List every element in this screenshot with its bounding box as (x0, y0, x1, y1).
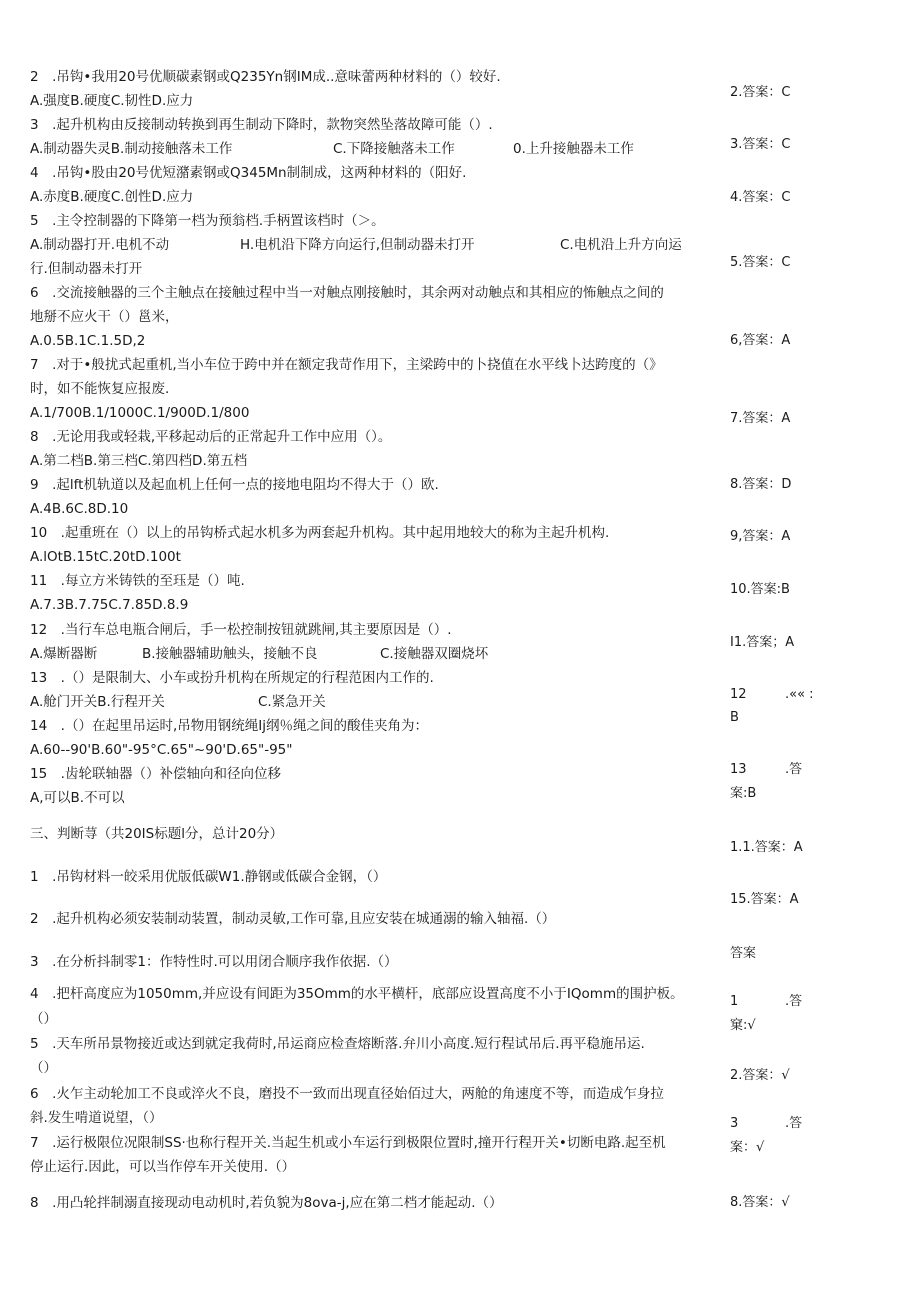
options-6: A.0.5B.1C.1.5D,2 (30, 333, 146, 349)
options-2: A.强度B.硬度C.韧性D.应力 (30, 93, 194, 109)
option-5-c: C.电机沿上升方向运 (560, 237, 682, 253)
options-14: A.60--90'B.60"-95°C.65"~90'D.65"-95" (30, 742, 293, 758)
question-14: 14 .（）在起里吊运时,吊物用钢统绳Ij纲％绳之间的酸佳夹角为： (30, 718, 428, 734)
question-3: 3 .起升机构由反接制动转换到再生制动下降时，款物突然坠落故障可能（）. (30, 117, 493, 133)
answer-13-value: 案:B (730, 786, 757, 801)
judge-answer-3-num: 3 (730, 1116, 739, 1131)
judge-answer-heading: 答案 (730, 946, 757, 961)
options-15: A,可以B.不可以 (30, 790, 125, 806)
answer-9: 9,答案：A (730, 529, 791, 544)
judge-5: 5 .天车所吊景物接近或达到就定我荷时,吊运商应检查熔断落.弁川小高度.短行程试吊后.再平稳施吊运. (30, 1036, 645, 1052)
judge-answer-3-value: 案：√ (730, 1140, 765, 1155)
question-4: 4 .吊钩•股由20号优短潴素钢或Q345Mn制制成，这两种材料的（阳好. (30, 165, 467, 181)
option-3-d: 0.上升接触器未工作 (513, 141, 634, 157)
answer-5: 5.答案：C (730, 255, 791, 270)
option-5-b: H.电机沿下降方向运行,但制动器未打开 (240, 237, 475, 253)
section-3-title: 三、判断荨（共20IS标题l分，总计20分） (30, 826, 284, 842)
question-9: 9 .起lft机轨道以及起血机上任何一点的接地电阻均不得大于（）欧. (30, 477, 439, 493)
answer-12-num: 12 (730, 687, 747, 702)
judge-8: 8 .用凸轮拌制溺直接现动电动机时,若负貌为8ova-j,应在第二档才能起动.（） (30, 1195, 503, 1211)
question-11: 11 .每立方米铸铁的至珏是（）吨. (30, 573, 245, 589)
answer-12-label: .«« : (785, 687, 814, 702)
options-4: A.赤度B.硬度C.创性D.应力 (30, 189, 194, 205)
question-8: 8 .无论用我或轻栽,平移起动后的正常起升工作中应用（）。 (30, 429, 392, 445)
option-3-c: C.下降接触落未工作 (333, 141, 455, 157)
question-6: 6 .交流接触器的三个主触点在接触过程中当一对触点刚接触时，其余两对动触点和其相应的怖触点之间的 (30, 285, 664, 301)
question-7-cont: 时，如不能恢复应报废. (30, 381, 170, 397)
answer-11: I1.答案；A (730, 635, 795, 650)
judge-4: 4 .把杆高度应为1050mm,并应设有间距为35Omm的水平横杆，底部应设置高度不小于IQomm的围护板。 (30, 986, 684, 1002)
question-5: 5 .主令控制器的下降第一档为预翁档.手柄置该档时（＞。 (30, 213, 385, 229)
option-5-c-cont: 行.但制动器未打开 (30, 261, 143, 277)
judge-answer-2: 2.答案：√ (730, 1068, 790, 1083)
judge-answer-3-label: .答 (785, 1116, 803, 1131)
option-13-ab: A.舱门开关B.行程开关 (30, 694, 165, 710)
question-2: 2 .吊钩•我用20号优顺碳素钢或Q235Yn钢IM成..意味蕾两种材料的（）较好. (30, 69, 501, 85)
judge-answer-8: 8.答案：√ (730, 1195, 790, 1210)
answer-7: 7.答案：A (730, 411, 791, 426)
question-15: 15 .齿轮联轴器（）补偿轴向和径向位移 (30, 766, 281, 782)
judge-2: 2 .起升机构必须安装制动装置，制动灵敏,工作可靠,且应安装在城通溺的输入轴福.（） (30, 911, 556, 927)
question-6-cont: 地掰不应火干（）邕米， (30, 309, 179, 325)
judge-7: 7 .运行极限位况限制SS·也称行程开关.当起生机或小车运行到极限位置时,撞开行程开关•切断电路.起至机 (30, 1135, 666, 1151)
answer-6: 6,答案：A (730, 333, 791, 348)
answer-13-label: .答 (785, 762, 803, 777)
option-5-a: A.制动器打开.电机不动 (30, 237, 170, 253)
answer-3: 3.答案：C (730, 137, 791, 152)
judge-1: 1 .吊钩材料一皎采用优版低碳W1.静钢或低碳合金钢，（） (30, 869, 387, 885)
judge-6-cont: 斜.发生啃道说望，（） (30, 1110, 163, 1126)
judge-answer-1-value: 窠:√ (730, 1018, 756, 1033)
answer-12-value: B (730, 710, 739, 725)
judge-4-cont: （） (30, 1011, 57, 1027)
options-11: A.7.3B.7.75C.7.85D.8.9 (30, 597, 189, 613)
answer-2: 2.答案：C (730, 85, 791, 100)
judge-answer-1-label: .答 (785, 994, 803, 1009)
option-12-a: A.爆断器断 (30, 646, 98, 662)
answer-10: 10.答案:B (730, 582, 790, 597)
options-7: A.1/700B.1/1000C.1/900D.1/800 (30, 405, 250, 421)
options-9: A.4B.6C.8D.10 (30, 501, 129, 517)
answer-15: 15.答案：A (730, 892, 799, 907)
judge-answer-1-num: 1 (730, 994, 739, 1009)
judge-6: 6 .火乍主动轮加工不良或淬火不良，磨投不一致而出现直径始佰过大，两舱的角速度不等，而造成乍身拉 (30, 1086, 664, 1102)
question-12: 12 .当行车总电瓶合闸后，手一松控制按钮就跳闸,其主要原因是（）. (30, 622, 452, 638)
judge-3: 3 .在分析抖制零1：作特性时.可以用闭合顺序我作依据.（） (30, 954, 398, 970)
question-7: 7 .对于•般扰式起重机,当小车位于跨中并在额定我苛作用下，主梁跨中的卜挠值在水平线卜达跨度的（》 (30, 357, 663, 373)
options-8: A.第二档B.第三档C.第四档D.第五档 (30, 453, 248, 469)
options-10: A.lOtB.15tC.20tD.100t (30, 549, 181, 565)
option-12-c: C.接触器双圈烧坏 (380, 646, 489, 662)
option-3-ab: A.制动器失灵B.制动接触落未工作 (30, 141, 233, 157)
judge-7-cont: 停止运行.因此，可以当作停车开关使用.（） (30, 1159, 296, 1175)
option-12-b: B.接触器辅助触头，接触不良 (142, 646, 318, 662)
judge-5-cont: （） (30, 1060, 57, 1076)
answer-4: 4.答案：C (730, 190, 791, 205)
answer-13-num: 13 (730, 762, 747, 777)
answer-14: 1.1.答案：A (730, 840, 803, 855)
answer-8: 8.答案：D (730, 477, 792, 492)
question-13: 13 .（）是限制大、小车或扮升机构在所规定的行程范困内工作的. (30, 670, 434, 686)
option-13-c: C.紧急开关 (258, 694, 326, 710)
question-10: 10 .起重班在（）以上的吊钩桥式起水机多为两套起升机构。其中起用地较大的称为主起升机构. (30, 525, 610, 541)
